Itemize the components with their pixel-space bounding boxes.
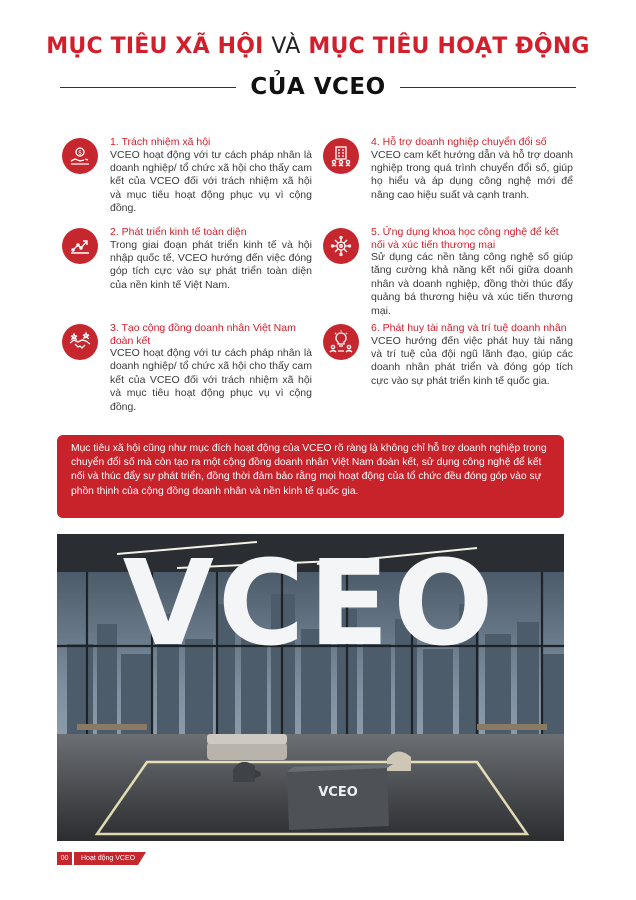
title-and: VÀ (271, 34, 301, 59)
growth-chart-icon (62, 228, 98, 264)
goal-item-2 (62, 226, 312, 306)
page-subtitle: CỦA VCEO (250, 74, 386, 100)
item-heading: 1. Trách nhiệm xã hội (110, 136, 211, 148)
subtitle-row (60, 70, 576, 104)
item-heading: 3. Tạo cộng đồng doanh nhân Việt Nam đoàn kết (110, 322, 296, 347)
title-part1: MỤC TIÊU XÃ HỘI (46, 34, 264, 59)
goal-item-4 (323, 136, 573, 216)
item-text: VCEO hướng đến việc phát huy tài năng và trí tuệ của đội ngũ lãnh đạo, giúp các doanh nhân phát triển và đóng góp tích cực vào sự phát triển kinh tế quốc gia. (371, 334, 573, 387)
handshake-icon (62, 324, 98, 360)
title-part2: MỤC TIÊU HOẠT ĐỘNG (308, 34, 590, 59)
office-hero-image (57, 534, 564, 841)
item-heading: 5. Ứng dụng khoa học công nghệ để kết nối và xúc tiến thương mại (371, 226, 559, 251)
goal-item-5 (323, 226, 573, 316)
goal-item-1 (62, 136, 312, 216)
item-text: Sử dụng các nền tảng công nghệ số giúp tăng cường khả năng kết nối giữa doanh nhân và doanh nghiệp, đồng thời thúc đẩy quảng bá thương hiệu và xúc tiến thương mại. (371, 251, 573, 317)
item-text: VCEO cam kết hướng dẫn và hỗ trợ doanh nghiệp trong quá trình chuyển đổi số, giúp họ hiểu và áp dụng công nghệ mới để nâng cao hiệu suất và cạnh tranh. (371, 148, 573, 201)
item-text: VCEO hoạt động với tư cách pháp nhân là doanh nghiệp/ tổ chức xã hội cho thấy cam kết của VCEO đối với trách nhiệm xã hội và mục tiêu hoạt động phục vụ vì cộng đồng. (110, 148, 312, 215)
digital-business-icon (323, 138, 359, 174)
svg-text:$: $ (78, 149, 82, 157)
tech-network-icon (323, 228, 359, 264)
lightbulb-people-icon (323, 324, 359, 360)
goal-item-6 (323, 322, 573, 412)
item-heading: 2. Phát triển kinh tế toàn diện (110, 226, 247, 238)
page-title (0, 34, 636, 59)
office-illustration (57, 534, 564, 841)
item-text: Trong giai đoạn phát triển kinh tế và hội nhập quốc tế, VCEO hướng đến việc đóng góp tích cực vào sự phát triển toàn diện của nền kinh tế Việt Nam. (110, 238, 312, 291)
page-number: 00 (57, 852, 72, 865)
hero-big-text: VCEO (122, 534, 498, 672)
item-heading: 6. Phát huy tài năng và trí tuệ doanh nhân (371, 322, 567, 334)
right-rule (400, 87, 576, 88)
item-heading: 4. Hỗ trợ doanh nghiệp chuyển đổi số (371, 136, 547, 148)
left-rule (60, 87, 236, 88)
section-tab (74, 852, 146, 865)
goal-item-3 (62, 322, 312, 412)
section-label: Hoạt động VCEO (81, 855, 136, 862)
desk-logo: VCEO (318, 785, 358, 800)
social-responsibility-icon (62, 138, 98, 174)
summary-banner: Mục tiêu xã hội cũng như mục đích hoạt động của VCEO rõ ràng là không chỉ hỗ trợ doanh nghiệp trong chuyển đổi số mà còn tạo ra một cộng đồng doanh nhân Việt Nam đoàn kết, sử dụng công nghệ để kết nối và thúc đẩy sự phát triển, đồng thời đảm bảo rằng mọi hoạt động của tổ chức đều đóng góp vào sự phồn thịnh của cộng đồng doanh nhân và nền kinh tế quốc gia. (57, 435, 564, 518)
item-text: VCEO hoạt động với tư cách pháp nhân là doanh nghiệp/ tổ chức xã hội cho thấy cam kết của VCEO đối với trách nhiệm xã hội và mục tiêu hoạt động phục vụ vì cộng đồng. (110, 347, 312, 413)
